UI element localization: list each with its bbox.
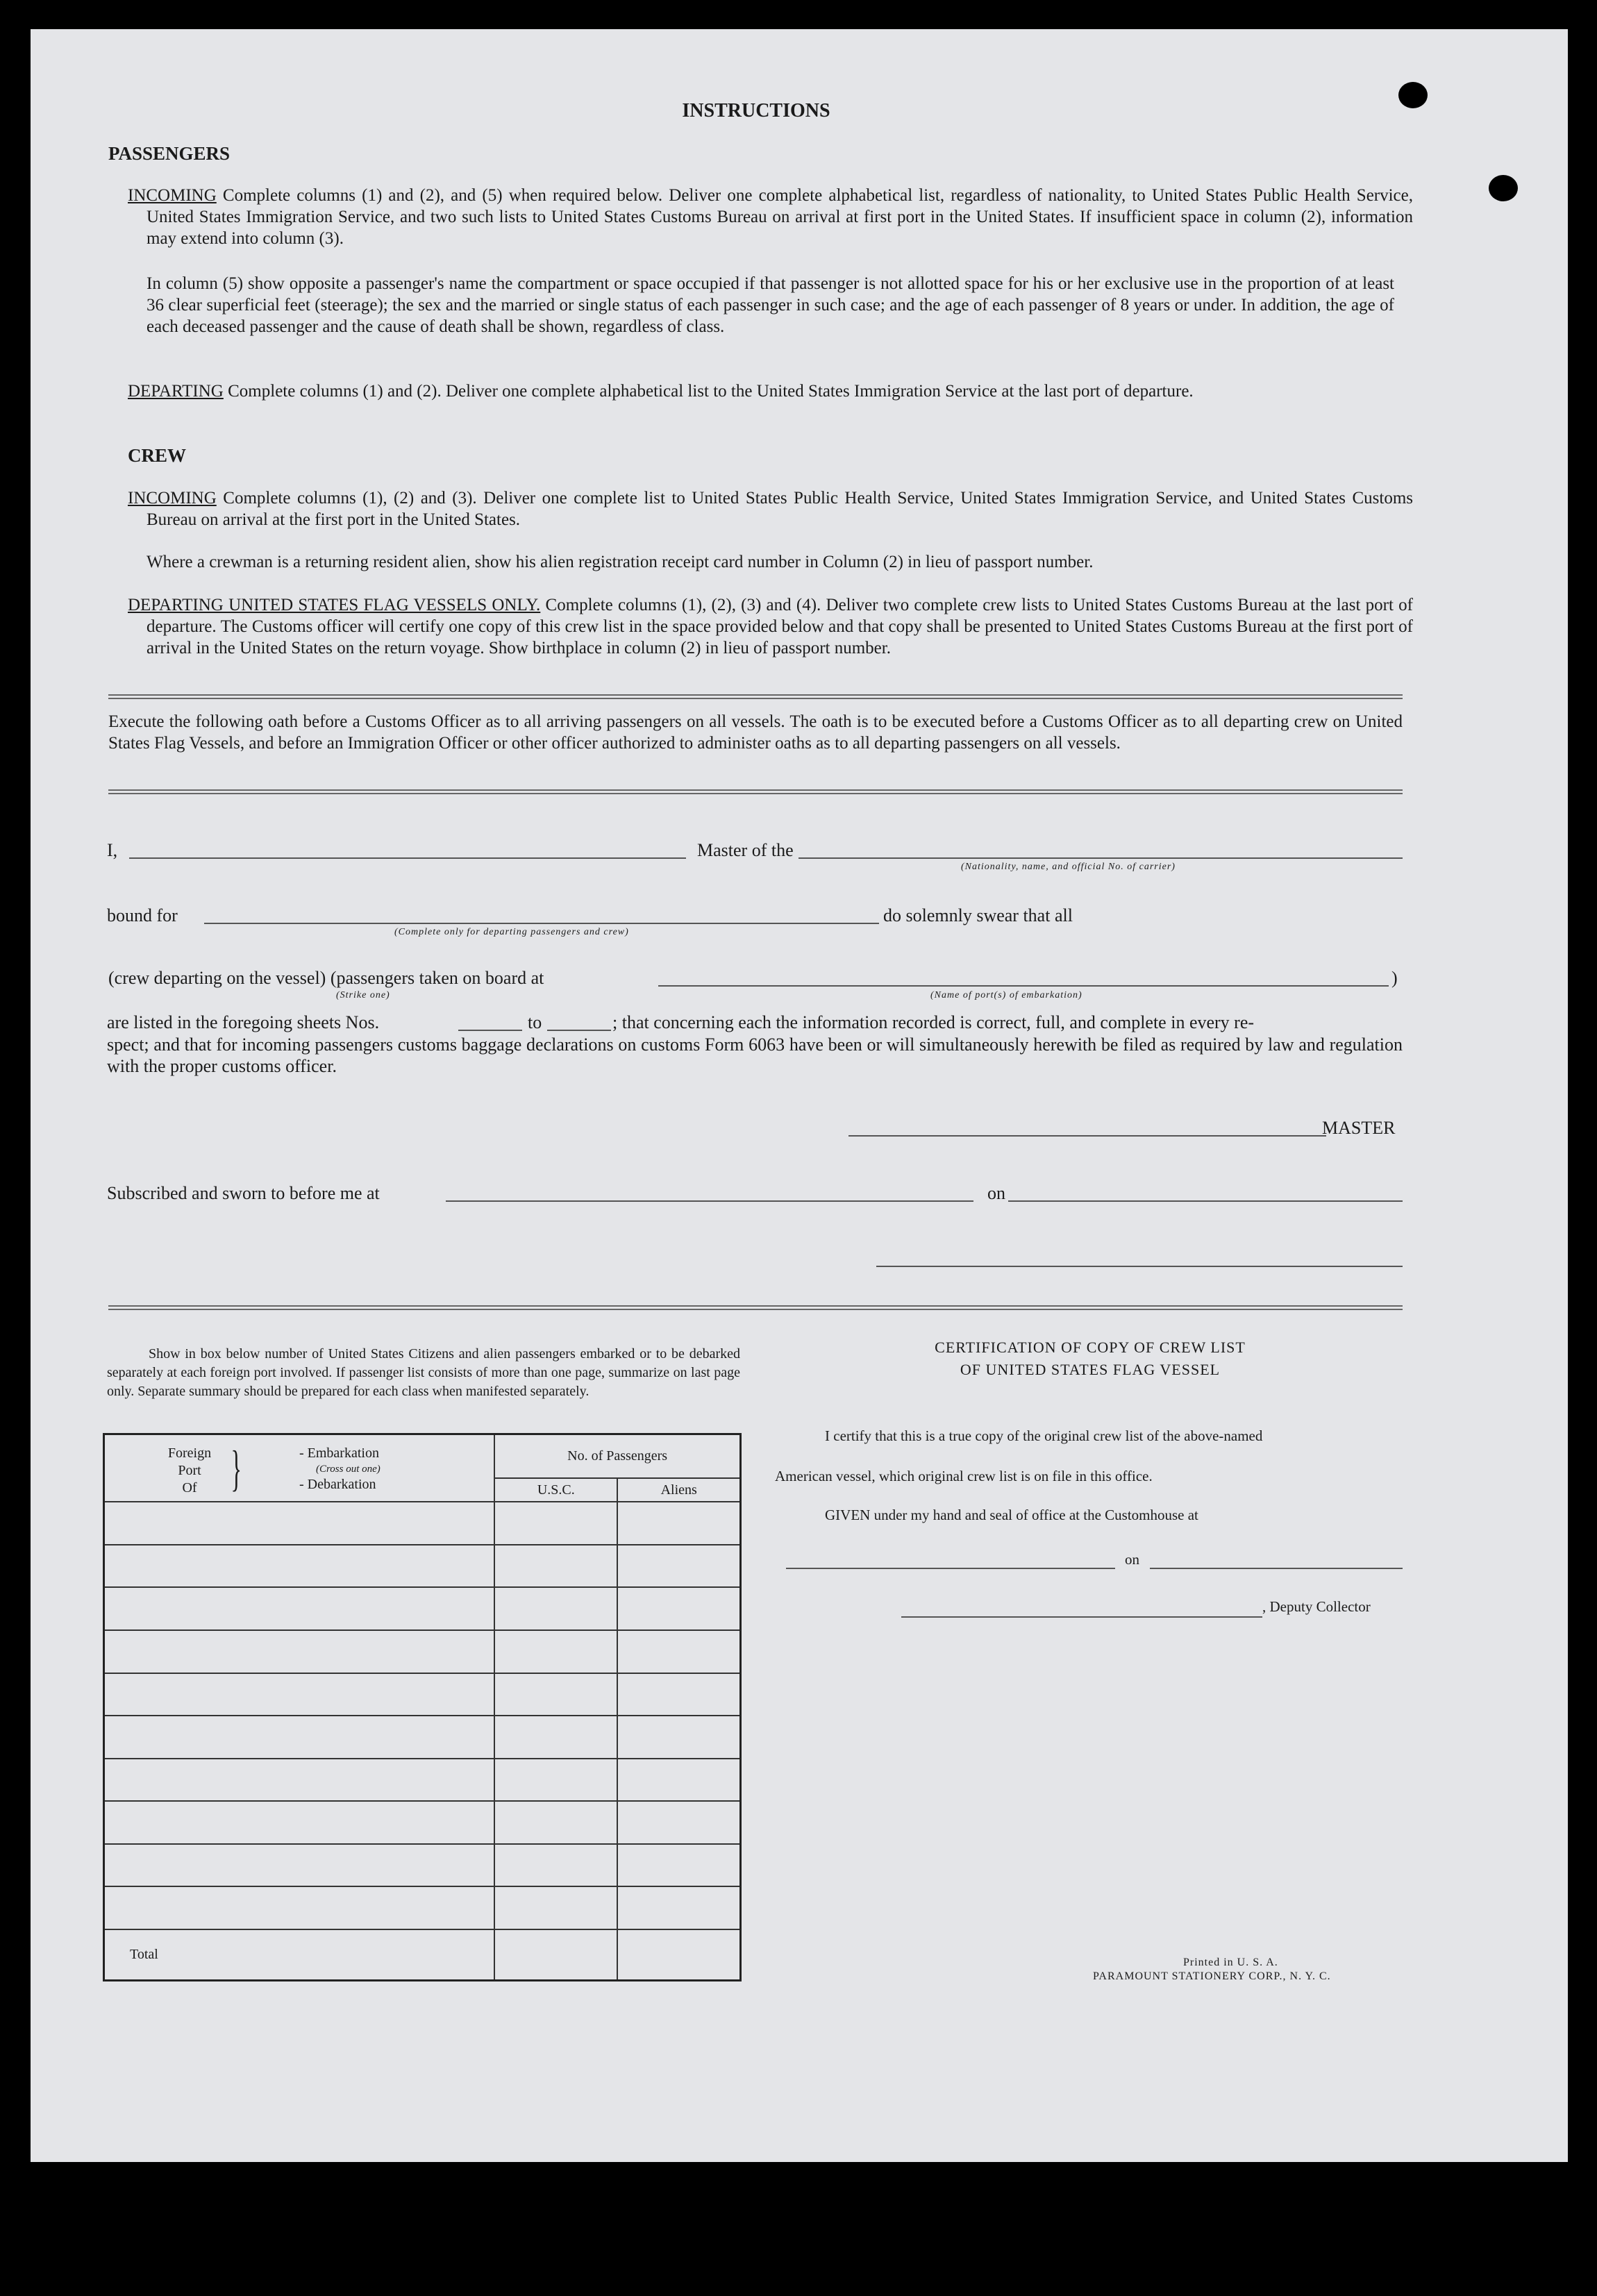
usc-cell[interactable] (494, 1587, 617, 1630)
listed-label-2: ; that concerning each the information recorded is correct, full, and complete in every re- (612, 1012, 1255, 1032)
sworn-place-field[interactable] (446, 1200, 973, 1202)
instructions-title: INSTRUCTIONS (682, 100, 830, 121)
embarkation-option[interactable]: - Embarkation (299, 1446, 379, 1461)
table-row (104, 1801, 741, 1844)
usc-cell[interactable] (494, 1844, 617, 1887)
table-row (104, 1587, 741, 1630)
port-cell[interactable] (104, 1673, 495, 1716)
master-label: MASTER (1322, 1118, 1396, 1138)
port-cell[interactable] (104, 1716, 495, 1759)
listed-to-label: to (528, 1012, 542, 1032)
deputy-signature-field[interactable] (901, 1616, 1262, 1618)
port-label: Port (178, 1463, 201, 1478)
printed-in-usa: Printed in U. S. A. (1183, 1956, 1278, 1968)
port-cell[interactable] (104, 1844, 495, 1887)
master-signature-field[interactable] (848, 1135, 1326, 1137)
resident-alien-paragraph: Where a crewman is a returning resident alien, show his alien registration receipt card number in Column (2) in lieu of passport number. (147, 553, 1094, 571)
table-row (104, 1545, 741, 1588)
of-label: Of (182, 1480, 197, 1495)
certification-line-1: I certify that this is a true copy of the original crew list of the above-named (825, 1427, 1263, 1444)
crew-departing-label: DEPARTING UNITED STATES FLAG VESSELS ONLY. (128, 596, 541, 614)
table-row (104, 1630, 741, 1673)
total-row (104, 1929, 741, 1981)
usc-header: U.S.C. (494, 1478, 617, 1502)
listed-paragraph: spect; and that for incoming passengers customs baggage declarations on customs Form 6063 have been or will simultaneously herewith be filed as required by law and regulation with the proper customs officer. (107, 1034, 1403, 1076)
port-cell[interactable] (104, 1587, 495, 1630)
port-cell[interactable] (104, 1759, 495, 1802)
passengers-departing-paragraph (128, 380, 1413, 402)
customhouse-field[interactable] (786, 1568, 1115, 1569)
incoming-text: Complete columns (1) and (2), and (5) when required below. Deliver one complete alphabetical list, regardless of nationality, to United States Public Health Service, United States Immigration Service, and two such lists to United States Customs Bureau on arrival at first port in the United States. If insufficient space in column (2), information may extend into column (3). (147, 186, 1413, 248)
bound-for-caption: (Complete only for departing passengers and crew) (394, 927, 629, 937)
aliens-total-cell[interactable] (617, 1929, 740, 1981)
table-row (104, 1886, 741, 1929)
debarkation-option[interactable]: - Debarkation (299, 1477, 376, 1492)
embarkation-port-field[interactable] (658, 985, 1389, 987)
port-cell[interactable] (104, 1801, 495, 1844)
usc-cell[interactable] (494, 1801, 617, 1844)
certification-date-field[interactable] (1150, 1568, 1403, 1569)
usc-cell[interactable] (494, 1673, 617, 1716)
aliens-cell[interactable] (617, 1502, 740, 1545)
aliens-cell[interactable] (617, 1886, 740, 1929)
printer-name: PARAMOUNT STATIONERY CORP., N. Y. C. (1093, 1970, 1331, 1982)
box-instruction: Show in box below number of United States Citizens and alien passengers embarked or to be debarked separately at each foreign port involved. If passenger list consists of more than one page, summarize on last page only. Separate summary should be prepared for each class when manifested separately. (107, 1346, 740, 1399)
bound-for-field[interactable] (204, 923, 879, 924)
divider (108, 789, 1403, 794)
certification-on-label: on (1125, 1551, 1139, 1568)
aliens-header: Aliens (617, 1478, 740, 1502)
aliens-cell[interactable] (617, 1801, 740, 1844)
table-row (104, 1844, 741, 1887)
aliens-cell[interactable] (617, 1716, 740, 1759)
usc-cell[interactable] (494, 1545, 617, 1588)
brace-icon: } (231, 1441, 242, 1496)
divider (108, 1305, 1403, 1310)
departing-text: Complete columns (1) and (2). Deliver one complete alphabetical list to the United States Immigration Service at the last port of departure. (223, 382, 1194, 401)
departing-label: DEPARTING (128, 382, 224, 401)
carrier-field[interactable] (798, 857, 1403, 859)
crew-incoming-paragraph (128, 487, 1413, 530)
crew-departing-label: (crew departing on the vessel) (passengers taken on board at (108, 968, 544, 988)
ports-table (103, 1433, 742, 1981)
usc-cell[interactable] (494, 1502, 617, 1545)
aliens-cell[interactable] (617, 1844, 740, 1887)
form-page (31, 29, 1568, 2162)
certification-line-2: American vessel, which original crew list is on file in this office. (775, 1468, 1153, 1484)
table-row (104, 1716, 741, 1759)
embarkation-caption: (Name of port(s) of embarkation) (930, 990, 1082, 1000)
total-label: Total (104, 1929, 495, 1981)
table-row (104, 1759, 741, 1802)
officer-signature-field[interactable] (876, 1266, 1403, 1267)
punch-hole (1489, 175, 1518, 201)
table-row (104, 1502, 741, 1545)
aliens-cell[interactable] (617, 1759, 740, 1802)
divider (108, 694, 1403, 699)
no-of-passengers-header: No. of Passengers (494, 1434, 740, 1479)
foreign-label: Foreign (167, 1446, 212, 1461)
sheet-to-field[interactable] (547, 1030, 611, 1031)
passengers-incoming-paragraph (128, 185, 1413, 249)
strike-caption: (Strike one) (336, 990, 390, 1000)
listed-label: are listed in the foregoing sheets Nos. (107, 1012, 380, 1032)
close-paren: ) (1391, 968, 1398, 988)
port-cell[interactable] (104, 1545, 495, 1588)
usc-cell[interactable] (494, 1759, 617, 1802)
usc-total-cell[interactable] (494, 1929, 617, 1981)
incoming-label: INCOMING (128, 186, 217, 205)
port-cell[interactable] (104, 1502, 495, 1545)
table-row (104, 1673, 741, 1716)
aliens-cell[interactable] (617, 1630, 740, 1673)
port-cell[interactable] (104, 1886, 495, 1929)
oath-i-label: I, (107, 840, 118, 860)
master-of-the-label: Master of the (697, 840, 794, 860)
crew-heading: CREW (128, 445, 187, 466)
certification-title-1: CERTIFICATION OF COPY OF CREW LIST (935, 1339, 1246, 1356)
aliens-cell[interactable] (617, 1545, 740, 1588)
crew-incoming-label: INCOMING (128, 489, 217, 508)
oath-instruction: Execute the following oath before a Customs Officer as to all arriving passengers on all vessels. The oath is to be executed before a Customs Officer as to all departing crew on United States Flag Vessels, and before an Immigration Officer or other officer authorized to administer oaths as to all departing passengers on all vessels. (108, 712, 1403, 753)
crew-departing-paragraph (128, 594, 1413, 659)
certification-title-2: OF UNITED STATES FLAG VESSEL (960, 1361, 1221, 1378)
master-name-field[interactable] (129, 857, 686, 859)
usc-cell[interactable] (494, 1630, 617, 1673)
port-cell[interactable] (104, 1630, 495, 1673)
sworn-on-label: on (987, 1183, 1005, 1203)
crew-departing-text: Complete columns (1), (2), (3) and (4). Deliver two complete crew lists to United States Customs Bureau at the last port of departure. The Customs officer will certify one copy of this crew list in the space provided below and that copy shall be presented to United States Customs Bureau at the first port of arrival in the United States on the return voyage. Show birthplace in column (2) in lieu of passport number. (147, 596, 1413, 657)
deputy-collector-label: , Deputy Collector (1262, 1598, 1371, 1615)
usc-cell[interactable] (494, 1886, 617, 1929)
passengers-heading: PASSENGERS (108, 143, 231, 164)
cross-out-note: (Cross out one) (316, 1464, 381, 1475)
sworn-date-field[interactable] (1008, 1200, 1403, 1202)
column5-paragraph: In column (5) show opposite a passenger's name the compartment or space occupied if that passenger is not allotted space for his or her exclusive use in the proportion of at least 36 clear superficial feet (steerage); the sex and the married or single status of each passenger in such case; and the age of each passenger of 8 years or under. In addition, the age of each deceased passenger and the cause of death shall be shown, regardless of class. (147, 274, 1394, 336)
sheet-from-field[interactable] (458, 1030, 522, 1031)
bound-for-label: bound for (107, 905, 178, 925)
carrier-caption: (Nationality, name, and official No. of carrier) (961, 862, 1176, 872)
subscribed-label: Subscribed and sworn to before me at (107, 1183, 380, 1203)
aliens-cell[interactable] (617, 1587, 740, 1630)
foreign-port-header (104, 1434, 495, 1502)
swear-label: do solemnly swear that all (883, 905, 1073, 925)
usc-cell[interactable] (494, 1716, 617, 1759)
certification-line-3: GIVEN under my hand and seal of office at the Customhouse at (825, 1507, 1198, 1523)
crew-incoming-text: Complete columns (1), (2) and (3). Deliver one complete list to United States Public Health Service, United States Immigration Service, and United States Customs Bureau on arrival at the first port in the United States. (147, 489, 1413, 529)
aliens-cell[interactable] (617, 1673, 740, 1716)
